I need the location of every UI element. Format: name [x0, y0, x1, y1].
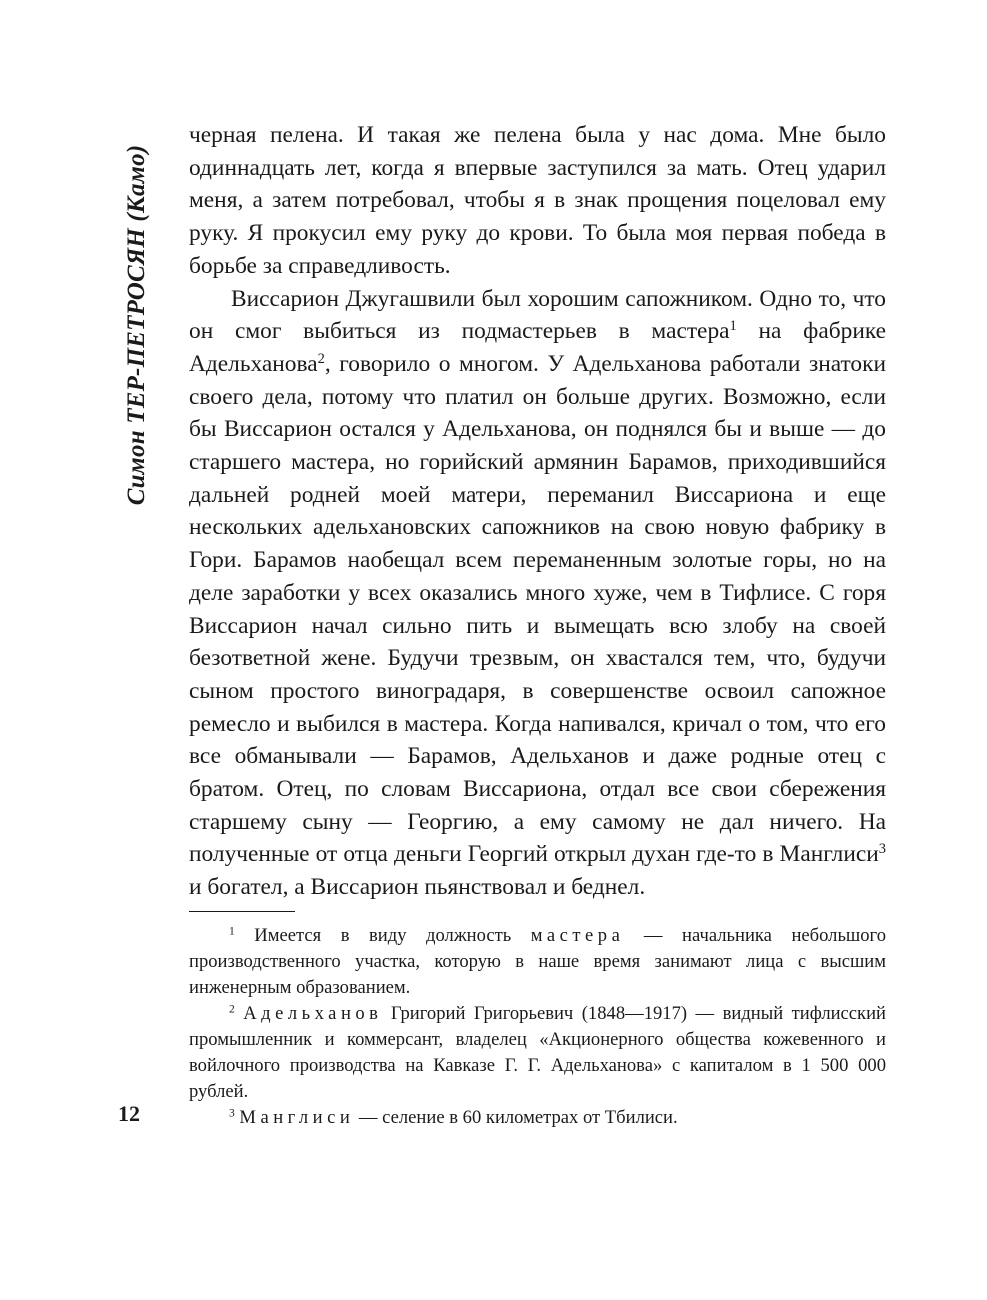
footnote-ref[interactable]: 1: [729, 318, 737, 335]
footnote-mark: 2: [229, 1003, 235, 1016]
text-run: Виссарион Джугашвили был хорошим сапожником. Одно то, что он смог выбиться из подмастерьев в мастера: [189, 285, 886, 345]
footnote-spaced-term: мастера: [530, 925, 625, 946]
text-run: , говорило о многом. У Адельханова работали знатоки своего дела, потому что платил он больше других. Возможно, если бы Виссарион остался у Адельханова, он поднялся бы и выше — до старшего мастера, но горийский армянин Барамов, приходившийся дальней родней моей матери, переманил Виссариона и еще нескольких адельхановских сапожников на свою новую фабрику в Гори. Барамов наобещал всем переманенным золотые горы, но на деле заработки у всех оказались много хуже, чем в Тифлисе. С горя Виссарион начал сильно пить и вымещать всю злобу на своей безответной жене. Будучи трезвым, он хвастался тем, что, будучи сыном простого виноградаря, в совершенстве освоил сапожное ремесло и выбился в мастера. Когда напивался, кричал о том, что его все обманывали — Барамов, Адельханов и даже родные отец с братом. Отец, по словам Виссариона, отдал все свои сбережения старшему сыну — Георгию, а ему самому не дал ничего. На полученные от отца деньги Георгий открыл духан где-то в Манглиси: [189, 350, 886, 868]
footnote-spaced-term: Манглиси: [239, 1107, 355, 1128]
footnote-spaced-term: Адельханов: [243, 1003, 383, 1024]
footnote-text: — начальника небольшого производственного участка, которую в наше время занимают лица с высшим инженерным образованием.: [189, 925, 886, 998]
footnote-text: Григорий Григорьевич (1848—1917) — видный тифлисский промышленник и коммерсант, владелец «Акционерного общества кожевенного и войлочного производства на Кавказе Г. Г. Адельханова» с капиталом в 1 500 000 рублей.: [189, 1003, 886, 1102]
footnote-ref[interactable]: 2: [317, 350, 325, 367]
footnote: [189, 923, 886, 1001]
text-run: на фабрике Адельханова: [189, 318, 886, 377]
footnote-divider: [189, 911, 295, 912]
footnote-text: — селение в 60 километрах от Тбилиси.: [354, 1107, 678, 1128]
main-text: [189, 119, 886, 904]
page-number: 12: [118, 1101, 140, 1126]
footnote-text: Имеется в виду должность: [234, 925, 531, 946]
footnote-mark: 1: [229, 925, 235, 938]
footnote-ref[interactable]: 3: [878, 841, 886, 858]
text-run: и богател, а Виссарион пьянствовал и беднел.: [189, 874, 646, 901]
paragraph: черная пелена. И такая же пелена была у нас дома. Мне было одиннадцать лет, когда я впервые заступился за мать. Отец ударил меня, а затем потребовал, чтобы я в знак прощения поцеловал ему руку. Я прокусил ему руку до крови. То была моя первая победа в борьбе за справедливость.: [189, 122, 886, 279]
running-head: [118, 120, 156, 530]
running-head-text: Симон ТЕР-ПЕТРОСЯН (Камо): [123, 144, 150, 506]
footnotes: [189, 923, 886, 1131]
paragraph: [189, 283, 886, 904]
footnote: [189, 1105, 886, 1131]
footnote-mark: 3: [229, 1107, 235, 1120]
footnote: [189, 1001, 886, 1105]
